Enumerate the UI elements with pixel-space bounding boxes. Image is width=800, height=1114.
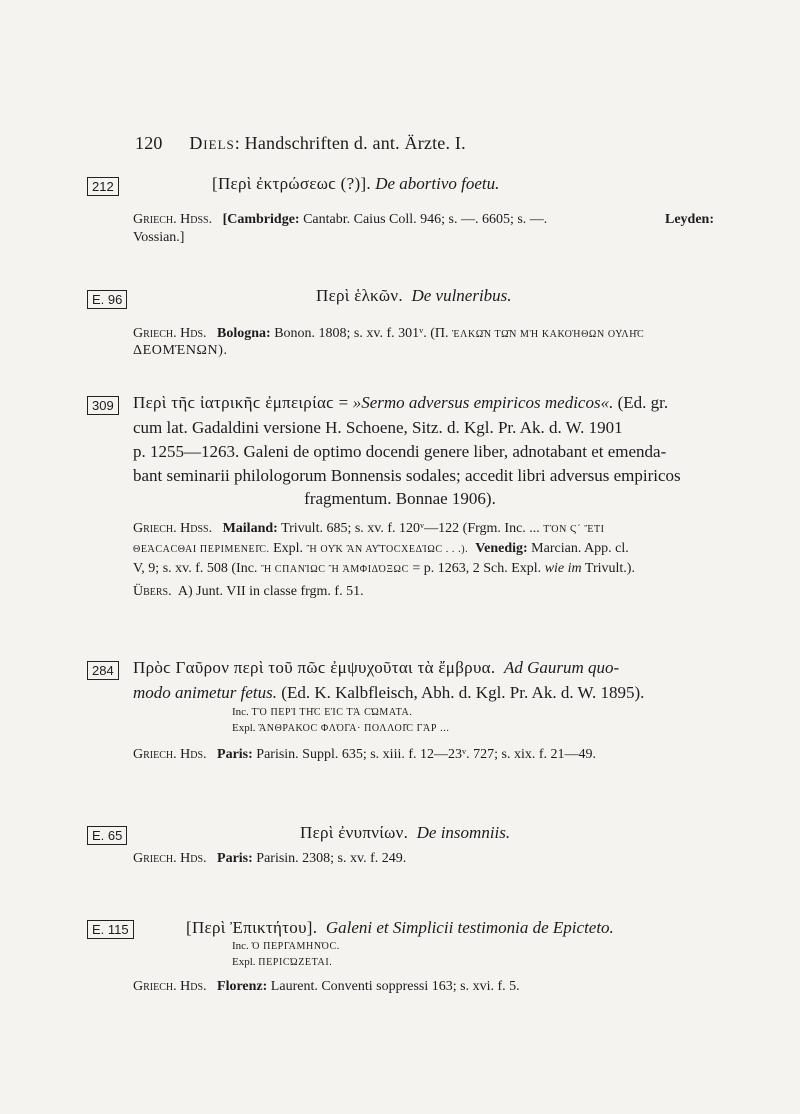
manuscript-text: Trivult. 685; s. xv. f. 120ᵛ—122 (Frgm. Inc. ... — [281, 521, 540, 536]
title-latin: De abortivo foetu. — [375, 174, 500, 193]
title-greek: [Περὶ ἐκτρώσεωϲ (?)]. — [212, 174, 371, 193]
title-latin: De insomniis. — [416, 823, 511, 842]
explicit-line — [232, 722, 449, 734]
greek-quote: Ἢ ϹΠΑΝΊΩϹ Ἢ ἈΜΦΙΔΌΞΩϹ — [260, 564, 409, 575]
manuscript-line — [133, 541, 629, 557]
manuscript-line — [133, 521, 605, 537]
title-latin: De vulneribus. — [411, 286, 512, 305]
greek-quote: Ὁ ΠΕΡΓΑΜΗΝΌϹ. — [251, 941, 340, 952]
entry-title — [133, 658, 619, 678]
title-greek: Πρὸϲ Γαῦρον περὶ τοῦ πῶϲ ἐμψυχοῦται τὰ ἔμβρυα. — [133, 658, 496, 677]
explicit-line — [232, 956, 332, 968]
manuscript-text: Trivult.). — [584, 561, 635, 576]
title-latin: Galeni et Simplicii testimonia de Epicteto. — [325, 918, 614, 937]
manuscript-text: Parisin. Suppl. 635; s. xiii. f. 12—23ᵛ. 727; s. xix. f. 21—49. — [256, 747, 597, 762]
entry-title — [133, 393, 668, 413]
incipit-line — [232, 706, 412, 718]
library-name: Paris: — [217, 851, 253, 866]
entry-title — [300, 823, 510, 843]
edition-note: (Ed. K. Kalbfleisch, Abh. d. Kgl. Pr. Ak. d. W. 1895). — [281, 683, 645, 702]
entry-number-badge: E. 96 — [87, 290, 127, 309]
greek-quote: ἙΛΚΩ͂Ν ΤΩ͂Ν ΜῊ ΚΑΚΟΉΘΩΝ ΟΥ̓ΛΗ͂Ϲ — [452, 329, 645, 340]
manuscript-text: Marcian. App. cl. — [531, 541, 629, 556]
entry-number-badge: 309 — [87, 396, 119, 415]
hdss-label: Griech. Hds. — [133, 326, 207, 341]
entry-title — [212, 174, 499, 194]
manuscript-text: = p. 1263, 2 Sch. Expl. — [412, 561, 542, 576]
hdss-label: Griech. Hds. — [133, 979, 207, 994]
title-latin-cont: modo animetur fetus. — [133, 683, 278, 702]
author-name: Diels — [189, 133, 235, 153]
edition-line: fragmentum. Bonnae 1906). — [304, 489, 496, 508]
title-greek: Περὶ τῆϲ ἰατρικῆϲ ἐμπειρίαϲ = — [133, 393, 349, 412]
manuscript-text: Cantabr. Caius Coll. 946; s. —. 6605; s. —. — [303, 212, 548, 227]
greek-quote: ἌΝΘΡΑΚΟϹ ΦΛΌΓΑ· ΠΟΛΛΟΙ͂Ϲ ΓᾺΡ ... — [258, 723, 450, 734]
manuscript-text: Parisin. 2308; s. xv. f. 249. — [256, 851, 407, 866]
greek-quote: ΤῸΝ Ϛ´ ἜΤΙ — [543, 524, 605, 535]
manuscript-line — [133, 561, 635, 577]
greek-quote: ΤῸ ΠΕΡῚ ΤΗ͂Ϲ ΕἸϹ ΤᾺ ϹΏΜΑΤΑ. — [251, 707, 413, 718]
edition-line: p. 1255—1263. Galeni de optimo docendi genere liber, adnotabant et emenda- — [133, 442, 667, 461]
library-name: [Cambridge: — [222, 212, 300, 227]
entry-number-badge: 212 — [87, 177, 119, 196]
entry-title — [316, 286, 512, 306]
title-greek: Περὶ ἐνυπνίων. — [300, 823, 409, 842]
running-head — [135, 133, 466, 154]
title-latin: »Sermo adversus empiricos medicos«. — [352, 393, 614, 412]
manuscript-text: Laurent. Conventi soppressi 163; s. xvi. f. 5. — [270, 979, 520, 994]
library-name-right: Leyden: — [665, 212, 714, 227]
edition-line — [133, 683, 644, 703]
incipit-line — [232, 940, 340, 952]
expl-label: Expl. — [232, 722, 256, 734]
library-name: Florenz: — [217, 979, 268, 994]
manuscript-line — [133, 979, 520, 995]
library-name: Bologna: — [217, 326, 271, 341]
inc-label: Inc. — [232, 706, 249, 718]
inc-label: Inc. — [232, 940, 249, 952]
greek-quote: Ἢ ΟΥ̓Κ ἊΝ ΑΥ̓ΤΟϹΧΕΔΊΩϹ . . .). — [306, 544, 469, 555]
entry-number-badge: E. 65 — [87, 826, 127, 845]
manuscript-line-2: Vossian.] — [133, 230, 185, 245]
library-name: Venedig: — [475, 541, 528, 556]
greek-quote: ΘΕΆϹΑϹΘΑΙ ΠΕΡΙΜΕΝΕΙ͂Ϲ. — [133, 544, 270, 555]
running-title: : Handschriften d. ant. Ärzte. I. — [234, 133, 466, 153]
entry-number-badge: E. 115 — [87, 920, 134, 939]
manuscript-text: Bonon. 1808; s. xv. f. 301ᵛ. (Π. — [274, 326, 449, 341]
entry-title — [186, 918, 614, 938]
italic-note: wie im — [544, 561, 582, 576]
hdss-label: Griech. Hds. — [133, 747, 207, 762]
manuscript-line — [133, 851, 406, 867]
edition-line: bant seminarii philologorum Bonnensis sodales; accedit libri adversus empiricos — [133, 466, 681, 485]
manuscript-line — [133, 212, 547, 228]
ubers-label: Übers. — [133, 584, 172, 599]
title-greek: [Περὶ Ἐπικτήτου]. — [186, 918, 318, 937]
manuscript-text: V, 9; s. xv. f. 508 (Inc. — [133, 561, 258, 576]
greek-quote: ΠΕΡΙϹΏΖΕΤΑΙ. — [258, 957, 333, 968]
entry-number-badge: 284 — [87, 661, 119, 680]
manuscript-text: Expl. — [273, 541, 304, 556]
edition-line: cum lat. Gadaldini versione H. Schoene, Sitz. d. Kgl. Pr. Ak. d. W. 1901 — [133, 418, 623, 437]
title-greek: Περὶ ἑλκῶν. — [316, 286, 403, 305]
page-number: 120 — [135, 133, 163, 153]
translation-text: A) Junt. VII in classe frgm. f. 51. — [177, 584, 364, 599]
library-name: Mailand: — [222, 521, 278, 536]
title-latin: Ad Gaurum quo- — [503, 658, 620, 677]
hdss-label: Griech. Hds. — [133, 851, 207, 866]
expl-label: Expl. — [232, 956, 256, 968]
manuscript-line — [133, 326, 644, 342]
library-name: Paris: — [217, 747, 253, 762]
translation-line — [133, 584, 364, 600]
hdss-label: Griech. Hdss. — [133, 212, 213, 227]
manuscript-line — [133, 747, 596, 763]
edition-note: (Ed. gr. — [617, 393, 669, 412]
hdss-label: Griech. Hdss. — [133, 521, 213, 536]
greek-quote-cont: ΔΕΟΜΈΝΩΝ). — [133, 343, 228, 358]
